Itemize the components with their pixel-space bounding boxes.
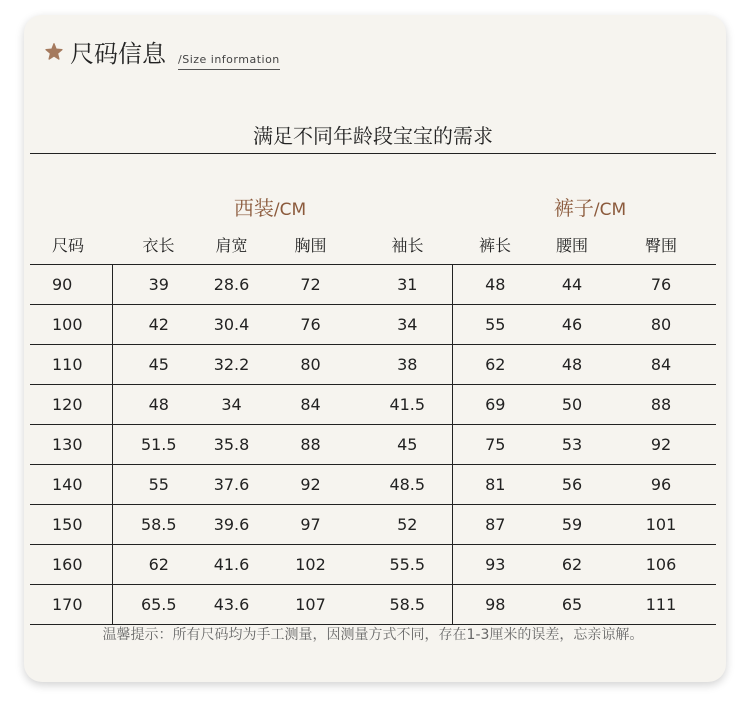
table-cell: 97 xyxy=(258,505,363,545)
table-cell: 96 xyxy=(606,465,716,505)
table-header-row xyxy=(30,224,716,265)
column-header: 袖长 xyxy=(391,235,424,255)
column-header: 胸围 xyxy=(294,235,327,255)
table-cell: 65.5 xyxy=(112,585,205,625)
table-cell: 41.5 xyxy=(363,385,452,425)
table-cell: 80 xyxy=(258,345,363,385)
table-cell: 87 xyxy=(452,505,538,545)
size-cell: 130 xyxy=(30,425,112,465)
table-cell: 84 xyxy=(606,345,716,385)
table-cell: 72 xyxy=(258,265,363,305)
pants-group-title xyxy=(520,192,660,221)
table-cell: 111 xyxy=(606,585,716,625)
column-header: 衣长 xyxy=(142,235,175,255)
measurement-note: 温馨提示：所有尺码均为手工测量，因测量方式不同，存在1-3厘米的误差，忘亲谅解。 xyxy=(102,627,644,643)
column-header: 尺码 xyxy=(52,235,85,255)
table-cell: 30.4 xyxy=(205,305,258,345)
suit-group-title xyxy=(200,192,340,221)
table-row xyxy=(30,385,716,425)
table-cell: 88 xyxy=(258,425,363,465)
table-cell: 48 xyxy=(112,385,205,425)
table-body xyxy=(30,265,716,625)
table-cell: 34 xyxy=(205,385,258,425)
table-cell: 76 xyxy=(606,265,716,305)
table-cell: 102 xyxy=(258,545,363,585)
size-cell: 160 xyxy=(30,545,112,585)
table-row xyxy=(30,305,716,345)
suit-group-name: 西装 xyxy=(233,196,274,220)
table-cell: 62 xyxy=(538,545,606,585)
table-cell: 51.5 xyxy=(112,425,205,465)
table-cell: 32.2 xyxy=(205,345,258,385)
table-cell: 39 xyxy=(112,265,205,305)
table-row xyxy=(30,465,716,505)
table-cell: 93 xyxy=(452,545,538,585)
table-cell: 28.6 xyxy=(205,265,258,305)
table-cell: 76 xyxy=(258,305,363,345)
table-cell: 88 xyxy=(606,385,716,425)
table-cell: 34 xyxy=(363,305,452,345)
table-row xyxy=(30,505,716,545)
table-cell: 58.5 xyxy=(112,505,205,545)
table-cell: 39.6 xyxy=(205,505,258,545)
table-cell: 58.5 xyxy=(363,585,452,625)
table-row xyxy=(30,345,716,385)
column-header: 腰围 xyxy=(555,235,588,255)
table-cell: 45 xyxy=(363,425,452,465)
page-title: 尺码信息 xyxy=(70,40,166,68)
table-cell: 46 xyxy=(538,305,606,345)
size-cell: 110 xyxy=(30,345,112,385)
pants-group-name: 裤子 xyxy=(553,196,594,220)
table-cell: 107 xyxy=(258,585,363,625)
size-cell: 140 xyxy=(30,465,112,505)
table-cell: 42 xyxy=(112,305,205,345)
table-row xyxy=(30,425,716,465)
table-cell: 75 xyxy=(452,425,538,465)
table-row xyxy=(30,265,716,305)
table-cell: 35.8 xyxy=(205,425,258,465)
section-header xyxy=(44,40,280,68)
table-cell: 98 xyxy=(452,585,538,625)
size-cell: 120 xyxy=(30,385,112,425)
table-cell: 55 xyxy=(452,305,538,345)
size-cell: 170 xyxy=(30,585,112,625)
table-cell: 69 xyxy=(452,385,538,425)
headline-divider xyxy=(30,153,716,154)
column-header: 裤长 xyxy=(478,235,511,255)
size-cell: 150 xyxy=(30,505,112,545)
table-cell: 48 xyxy=(538,345,606,385)
column-header: 臀围 xyxy=(644,235,677,255)
pants-group-unit: /CM xyxy=(593,200,627,220)
table-cell: 37.6 xyxy=(205,465,258,505)
table-cell: 101 xyxy=(606,505,716,545)
table-cell: 45 xyxy=(112,345,205,385)
table-cell: 81 xyxy=(452,465,538,505)
table-cell: 41.6 xyxy=(205,545,258,585)
table-cell: 62 xyxy=(112,545,205,585)
size-cell: 90 xyxy=(30,265,112,305)
table-row xyxy=(30,585,716,625)
table-cell: 65 xyxy=(538,585,606,625)
table-cell: 84 xyxy=(258,385,363,425)
table-cell: 48 xyxy=(452,265,538,305)
table-cell: 55.5 xyxy=(363,545,452,585)
table-cell: 62 xyxy=(452,345,538,385)
page-subtitle: /Size information xyxy=(178,53,280,70)
table-cell: 53 xyxy=(538,425,606,465)
table-cell: 48.5 xyxy=(363,465,452,505)
table-cell: 52 xyxy=(363,505,452,545)
table-cell: 43.6 xyxy=(205,585,258,625)
size-cell: 100 xyxy=(30,305,112,345)
table-cell: 44 xyxy=(538,265,606,305)
table-cell: 31 xyxy=(363,265,452,305)
table-cell: 38 xyxy=(363,345,452,385)
table-cell: 106 xyxy=(606,545,716,585)
size-table xyxy=(30,224,716,625)
table-cell: 92 xyxy=(258,465,363,505)
star-icon xyxy=(44,42,64,62)
table-row xyxy=(30,545,716,585)
headline: 满足不同年龄段宝宝的需求 xyxy=(253,124,493,148)
table-cell: 92 xyxy=(606,425,716,465)
table-cell: 56 xyxy=(538,465,606,505)
column-header: 肩宽 xyxy=(215,235,248,255)
table-cell: 59 xyxy=(538,505,606,545)
table-cell: 80 xyxy=(606,305,716,345)
table-cell: 55 xyxy=(112,465,205,505)
suit-group-unit: /CM xyxy=(273,200,307,220)
table-cell: 50 xyxy=(538,385,606,425)
